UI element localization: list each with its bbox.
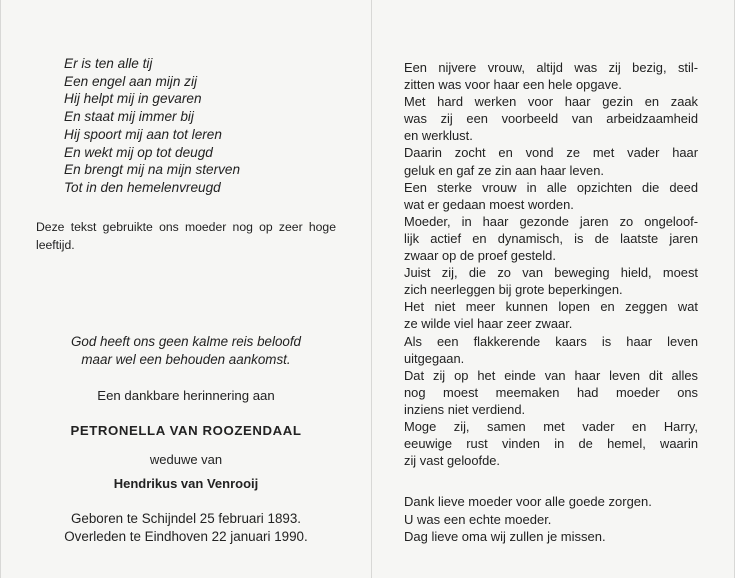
closing-line: U was een echte moeder. — [404, 511, 552, 527]
tribute-line: was zij een voorbeeld van arbeidzaamheid — [404, 111, 698, 127]
tribute-line: Een sterke vrouw in alle opzichten die deed — [404, 179, 698, 195]
tribute-paragraph — [404, 367, 698, 418]
tribute-paragraph — [404, 213, 698, 264]
tribute-line: Als een flakkerende kaars is haar leven — [404, 333, 698, 349]
tribute-line: Juist zij, die zo van beweging hield, moest — [404, 265, 698, 281]
tribute-line: Daarin zocht en vond ze met vader haar — [404, 145, 698, 161]
tribute-paragraph — [404, 418, 698, 469]
tribute-line: zwaar op de proef gesteld. — [404, 248, 556, 264]
tribute-line: geluk en gaf ze zin aan haar leven. — [404, 162, 604, 178]
tribute-paragraph — [404, 264, 698, 298]
quote-line: God heeft ons geen kalme reis beloofd — [70, 334, 302, 349]
tribute-line: inziens niet verdiend. — [404, 401, 526, 417]
quote-line: maar wel een behouden aankomst. — [81, 352, 291, 367]
dedication-line: Een dankbare herinnering aan — [97, 388, 275, 403]
poem-line: En brengt mij na mijn sterven — [64, 162, 241, 178]
tribute-line: Dat zij op het einde van haar leven dit alles — [404, 367, 698, 383]
tribute-line: wat er gedaan moest worden. — [404, 196, 574, 212]
tribute-line: zich neerleggen bij grote beperkingen. — [404, 282, 623, 298]
husband-name: Hendrikus van Venrooij — [113, 476, 259, 491]
closing-line: Dank lieve moeder voor alle goede zorgen. — [404, 494, 652, 509]
tribute-paragraph — [404, 179, 698, 213]
tribute-paragraph — [404, 59, 698, 93]
deceased-name: PETRONELLA VAN ROOZENDAAL — [70, 423, 302, 438]
death-line: Overleden te Eindhoven 22 januari 1990. — [64, 529, 308, 544]
tribute-line: eeuwige rust vinden in de hemel, waarin — [404, 436, 698, 452]
poem-line: En wekt mij op tot deugd — [64, 144, 213, 160]
poem-line: Er is ten alle tij — [64, 56, 153, 71]
poem-line: Een engel aan mijn zij — [64, 73, 197, 89]
tribute-paragraph — [404, 298, 698, 332]
tribute-paragraph — [404, 333, 698, 367]
poem-line: En staat mij immer bij — [64, 109, 194, 125]
quote — [21, 333, 351, 369]
tribute-text — [404, 59, 698, 469]
tribute-line: ze wilde viel haar zeer zwaar. — [404, 316, 573, 332]
poem-note: Deze tekst gebruikte ons moeder nog op zeer hoge leeftijd. — [36, 220, 336, 252]
tribute-line: nog moest meemaken had moeder ons — [404, 384, 698, 400]
tribute-line: Met hard werken voor haar gezin en zaak — [404, 94, 698, 110]
tribute-paragraph — [404, 144, 698, 178]
closing-line: Dag lieve oma wij zullen je missen. — [404, 529, 606, 544]
tribute-line: Moeder, in haar gezonde jaren zo ongeloof- — [404, 213, 698, 229]
tribute-line: Het niet meer kunnen lopen en zeggen wat — [404, 299, 698, 315]
widow-of-line: weduwe van — [149, 452, 223, 467]
closing-lines — [404, 493, 704, 546]
tribute-line: zitten was voor haar een hele opgave. — [404, 77, 622, 93]
birth-line: Geboren te Schijndel 25 februari 1893. — [70, 511, 302, 526]
tribute-line: en werklust. — [404, 128, 473, 144]
tribute-line: lijk actief en dynamisch, is de laatste jaren — [404, 230, 698, 246]
tribute-line: zij vast geloofde. — [404, 453, 501, 469]
poem-line: Hij helpt mij in gevaren — [64, 91, 202, 107]
tribute-line: uitgegaan. — [404, 350, 465, 366]
tribute-line: Een nijvere vrouw, altijd was zij bezig, stil- — [404, 60, 698, 75]
poem-line: Tot in den hemelenvreugd — [64, 179, 221, 195]
tribute-line: Moge zij, samen met vader en Harry, — [404, 418, 698, 434]
left-panel — [1, 0, 371, 578]
poem-line: Hij spoort mij aan tot leren — [64, 126, 222, 142]
right-panel — [372, 0, 735, 578]
poem — [64, 55, 354, 197]
tribute-paragraph — [404, 93, 698, 144]
